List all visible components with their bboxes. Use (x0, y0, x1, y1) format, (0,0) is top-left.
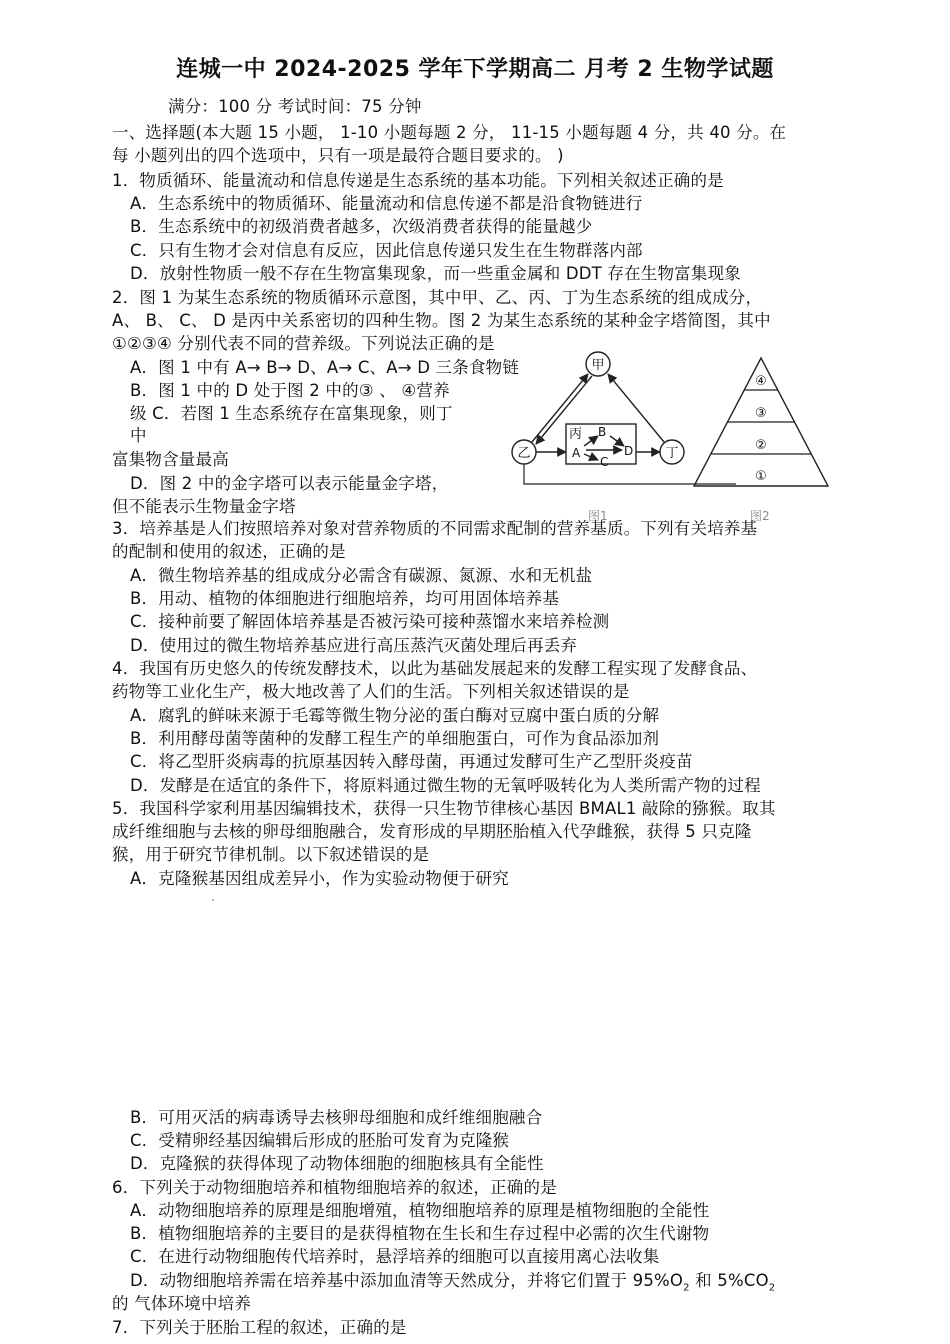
question-4-option-b: B．利用酵母菌等菌种的发酵工程生产的单细胞蛋白，可作为食品添加剂 (130, 729, 660, 748)
node-ding-label: 丁 (665, 446, 679, 461)
question-1-stem: 1．物质循环、能量流动和信息传递是生态系统的基本功能。下列相关叙述正确的是 (112, 171, 724, 190)
node-bing-label: 丙 (569, 427, 583, 442)
question-4-option-c: C．将乙型肝炎病毒的抗原基因转入酵母菌，再通过发酵可生产乙型肝炎疫苗 (130, 752, 693, 771)
question-1-option-a: A．生态系统中的物质循环、能量流动和信息传递不都是沿食物链进行 (130, 194, 643, 213)
question-2-stem: ①②③④ 分别代表不同的营养级。下列说法正确的是 (112, 334, 495, 353)
question-1-option-c: C．只有生物才会对信息有反应，因此信息传递只发生在生物群落内部 (130, 241, 643, 260)
figure-1-caption: 图1 (588, 509, 608, 523)
question-6-option-b: B．植物细胞培养的主要目的是获得植物在生长和生存过程中必需的次生代谢物 (130, 1224, 710, 1243)
question-5-stem: 5．我国科学家利用基因编辑技术，获得一只生物节律核心基因 BMAL1 敲除的猕猴。取其 (112, 799, 776, 818)
question-2-option-d: D．图 2 中的金字塔可以表示能量金字塔， (130, 474, 449, 493)
arrow-a-to-c (584, 454, 598, 460)
organism-c-label: C (600, 455, 609, 469)
question-2-option-d: 但不能表示生物量金字塔 (112, 497, 296, 516)
question-5-option-d: D．克隆猴的获得体现了动物体细胞的细胞核具有全能性 (130, 1154, 544, 1173)
exam-meta: 满分：100 分 考试时间：75 分钟 (168, 97, 422, 116)
question-2-figures (506, 350, 866, 525)
subscript: 2 (683, 1282, 690, 1294)
question-6-option-c: C．在进行动物细胞传代培养时，悬浮培养的细胞可以直接用离心法收集 (130, 1247, 660, 1266)
organism-d-label: D (624, 444, 634, 458)
pyramid-level-1: ① (755, 469, 767, 484)
question-7-stem: 7．下列关于胚胎工程的叙述，正确的是 (112, 1318, 407, 1337)
question-3-option-c: C．接种前要了解固体培养基是否被污染可接种蒸馏水来培养检测 (130, 612, 610, 631)
question-5-stem: 猴，用于研究节律机制。以下叙述错误的是 (112, 845, 430, 864)
figure-2-caption: 图2 (750, 509, 770, 523)
question-3-stem: 3．培养基是人们按照培养对象对营养物质的不同需求配制的营养基质。下列有关培养基 (112, 519, 758, 538)
question-6-option-d-text: 和 5%CO (689, 1271, 769, 1290)
question-6-option-d: 的 气体环境中培养 (112, 1294, 252, 1313)
scan-speck (212, 899, 214, 901)
question-3-option-a: A．微生物培养基的组成成分必需含有碳源、氮源、水和无机盐 (130, 566, 593, 585)
section-intro: 一、选择题(本大题 15 小题， 1-10 小题每题 2 分， 11-15 小题每题 4 分，共 40 分。在 (112, 123, 787, 142)
question-2-stem: A、 B、 C、 D 是丙中关系密切的四种生物。图 2 为某生态系统的某种金字塔简图，其中 (112, 311, 771, 330)
question-4-option-a: A．腐乳的鲜味来源于毛霉等微生物分泌的蛋白酶对豆腐中蛋白质的分解 (130, 706, 660, 725)
section-intro: 每 小题列出的四个选项中，只有一项是最符合题目要求的。 ) (112, 146, 564, 165)
question-2-option-c: 中 (130, 426, 147, 445)
question-2-option-b: B．图 1 中的 D 处于图 2 中的③ 、 ④营养 (130, 381, 450, 400)
organism-b-label: B (598, 425, 607, 439)
question-2-option-c: 级 C．若图 1 生态系统存在富集现象，则丁 (130, 404, 453, 423)
arrow-a-to-b (584, 436, 598, 446)
question-6-option-d-text: D．动物细胞培养需在培养基中添加血清等天然成分，并将它们置于 95%O (130, 1271, 684, 1290)
question-3-stem: 的配制和使用的叙述，正确的是 (112, 542, 346, 561)
organism-a-label: A (572, 446, 581, 460)
exam-title: 连城一中 2024-2025 学年下学期高二 月考 2 生物学试题 (176, 57, 774, 82)
question-2-option-a: A．图 1 中有 A→ B→ D、A→ C、A→ D 三条食物链 (130, 358, 520, 377)
material-cycle-diagram (512, 352, 736, 484)
question-4-option-d: D．发酵是在适宜的条件下，将原料通过微生物的无氧呼吸转化为人类所需产物的过程 (130, 776, 761, 795)
question-6-stem: 6．下列关于动物细胞培养和植物细胞培养的叙述，正确的是 (112, 1178, 557, 1197)
question-4-stem: 药物等工业化生产，极大地改善了人们的生活。下列相关叙述错误的是 (112, 682, 630, 701)
question-5-option-b: B．可用灭活的病毒诱导去核卵母细胞和成纤维细胞融合 (130, 1108, 543, 1127)
arrow-b-to-d (610, 436, 624, 446)
subscript: 2 (768, 1282, 776, 1294)
question-1-option-d: D．放射性物质一般不存在生物富集现象，而一些重金属和 DDT 存在生物富集现象 (130, 264, 741, 283)
arrow-jia-to-yi (536, 376, 592, 444)
question-5-stem: 成纤维细胞与去核的卵母细胞融合，发育形成的早期胚胎植入代孕雌猴，获得 5 只克隆 (112, 822, 752, 841)
question-3-option-b: B．用动、植物的体细胞进行细胞培养，均可用固体培养基 (130, 589, 560, 608)
question-2-stem: 2．图 1 为某生态系统的物质循环示意图，其中甲、乙、丙、丁为生态系统的组成成分， (112, 288, 763, 307)
question-4-stem: 4．我国有历史悠久的传统发酵技术，以此为基础发展起来的发酵工程实现了发酵食品、 (112, 659, 758, 678)
pyramid-level-2: ② (755, 438, 767, 453)
question-3-option-d: D．使用过的微生物培养基应进行高压蒸汽灭菌处理后再丢弃 (130, 636, 578, 655)
question-6-option-a: A．动物细胞培养的原理是细胞增殖，植物细胞培养的原理是植物细胞的全能性 (130, 1201, 710, 1220)
question-5-option-c: C．受精卵经基因编辑后形成的胚胎可发育为克隆猴 (130, 1131, 510, 1150)
node-yi-label: 乙 (517, 446, 531, 461)
pyramid-level-3: ③ (755, 406, 767, 421)
question-1-option-b: B．生态系统中的初级消费者越多，次级消费者获得的能量越少 (130, 217, 593, 236)
node-jia-label: 甲 (591, 358, 605, 373)
question-5-option-a: A．克隆猴基因组成差异小，作为实验动物便于研究 (130, 869, 509, 888)
question-2-option-c: 富集物含量最高 (112, 450, 229, 469)
pyramid-diagram (694, 358, 828, 523)
pyramid-level-4: ④ (755, 374, 767, 389)
